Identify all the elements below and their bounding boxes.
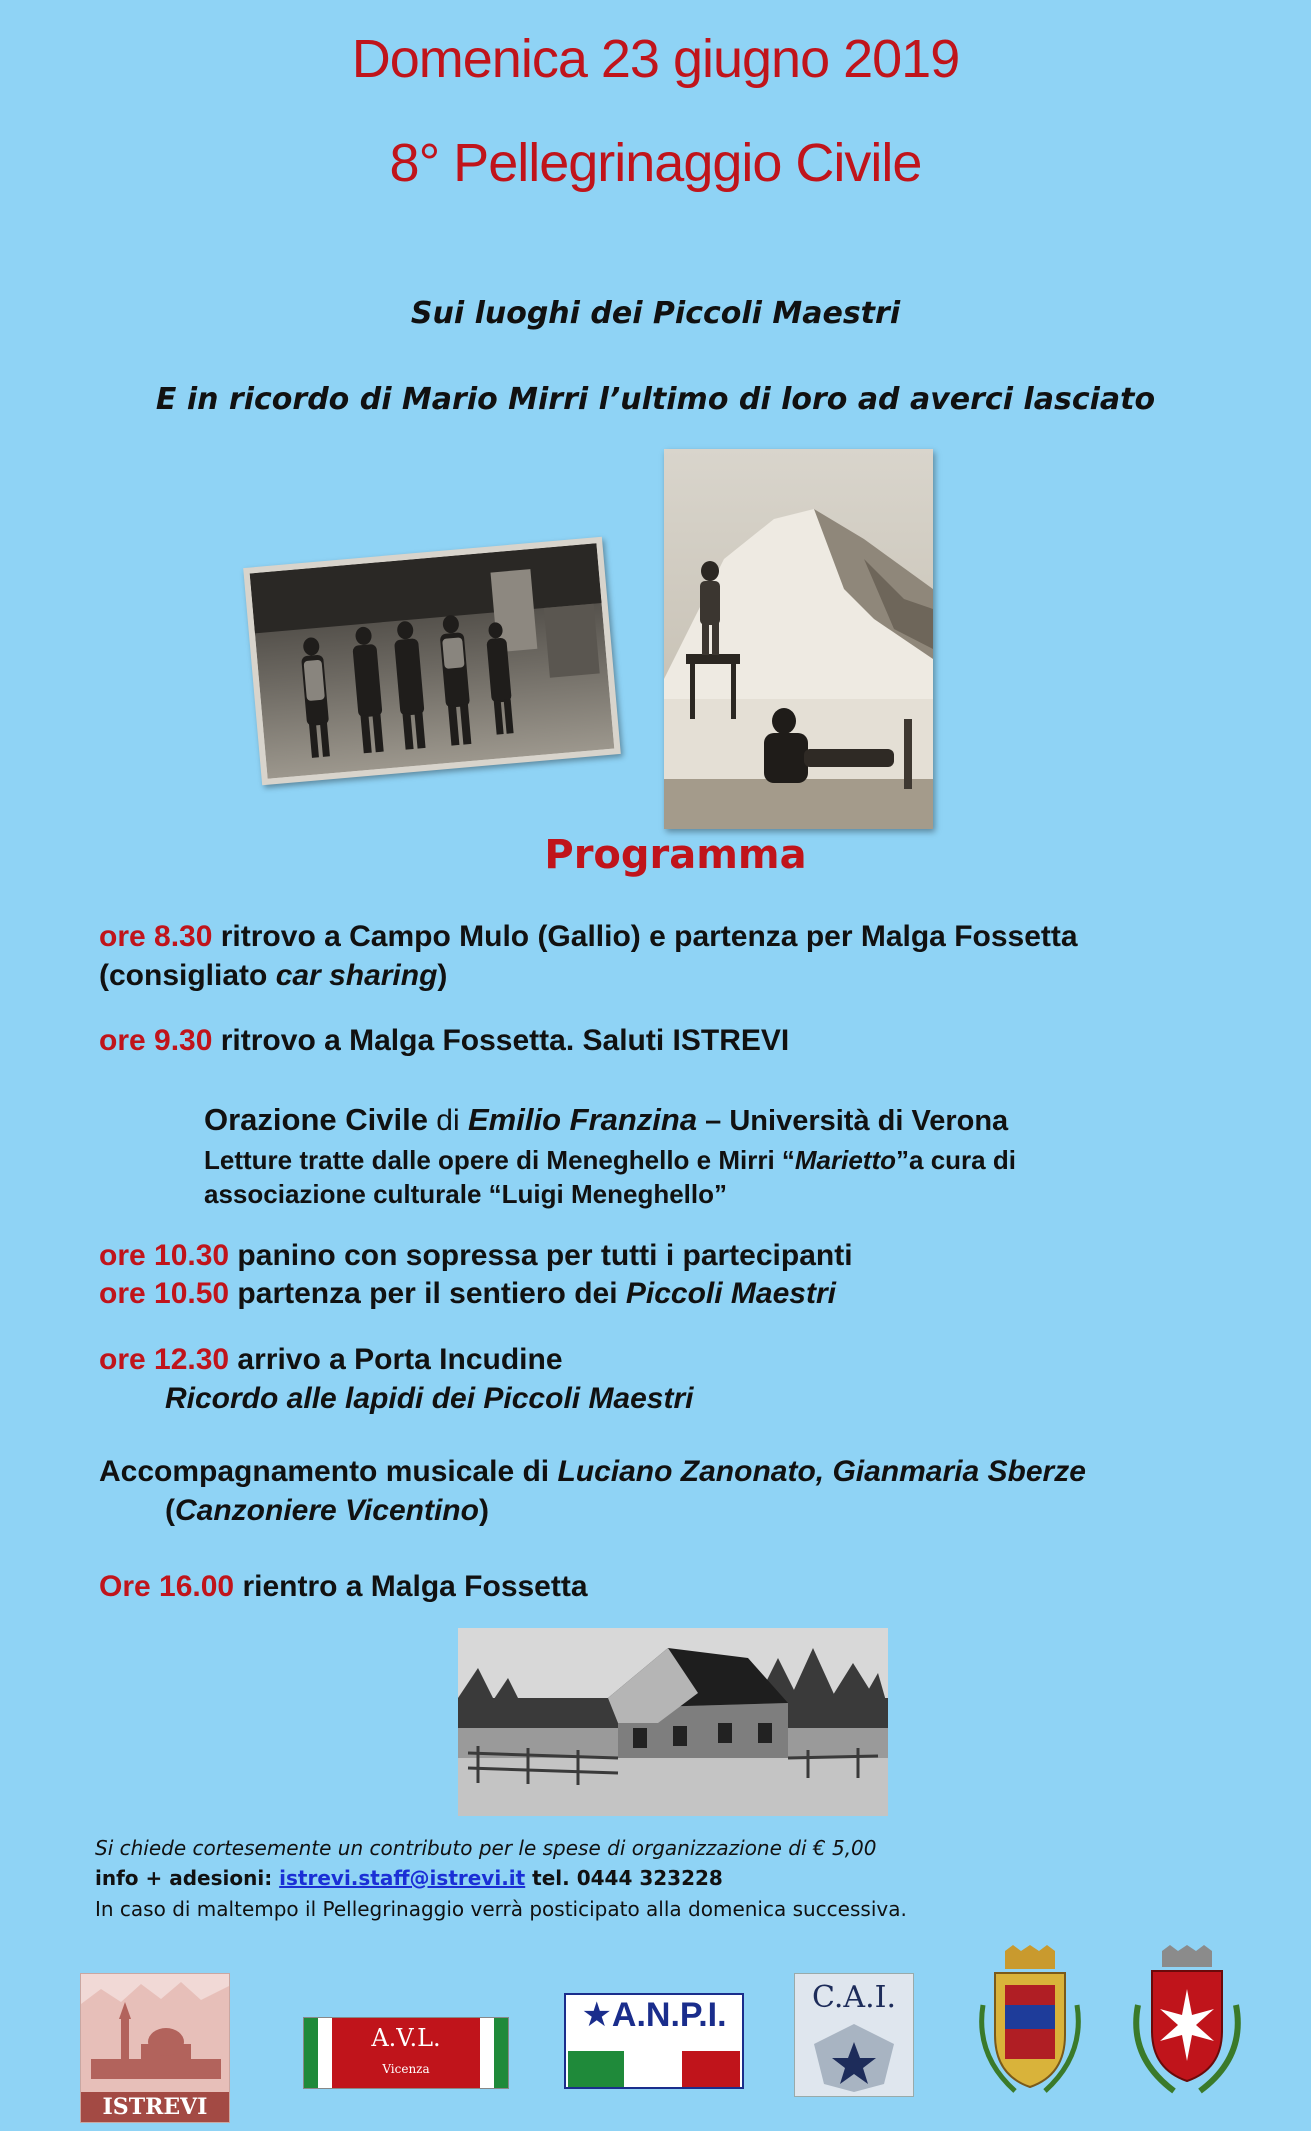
letture-italic: Marietto xyxy=(794,1145,897,1175)
schedule-text-3: panino con sopressa per tutti i partecipanti xyxy=(229,1239,853,1272)
note-prefix: (consigliato xyxy=(99,959,276,992)
schedule-time-6: Ore 16.00 xyxy=(99,1570,235,1603)
anpi-logo-text: ★A.N.P.I. xyxy=(581,1996,727,2034)
orazione-university: – Università di Verona xyxy=(697,1105,1009,1137)
cai-emblem-icon xyxy=(814,2024,894,2092)
music-label: Accompagnamento musicale di xyxy=(99,1455,558,1488)
letture-line-1 xyxy=(204,1145,1016,1176)
letture-suffix: ”a cura di xyxy=(896,1145,1016,1175)
info-line xyxy=(95,1866,723,1890)
istrevi-logo xyxy=(80,1973,230,2123)
mountain-photo xyxy=(664,449,933,829)
municipal-crest-2 xyxy=(1126,1945,1248,2095)
phone-number: tel. 0444 323228 xyxy=(525,1866,723,1890)
schedule-item-4 xyxy=(99,1277,836,1311)
lapidi-note: Ricordo alle lapidi dei Piccoli Maestri xyxy=(165,1382,694,1415)
schedule-item-2 xyxy=(99,1024,789,1058)
cai-logo-text: C.A.I. xyxy=(811,1980,896,2015)
municipal-crest-1 xyxy=(975,1945,1085,2095)
event-title: 8° Pellegrinaggio Civile xyxy=(389,133,922,193)
schedule-time-1: ore 8.30 xyxy=(99,920,213,953)
music-performers: Luciano Zanonato, Gianmaria Sberze xyxy=(557,1455,1086,1488)
music-line xyxy=(99,1455,1086,1489)
music-line-2 xyxy=(165,1494,489,1528)
weather-note: In caso di maltempo il Pellegrinaggio verrà posticipato alla domenica successiva. xyxy=(95,1897,907,1921)
schedule-italic-4: Piccoli Maestri xyxy=(625,1277,836,1310)
orazione-di: di xyxy=(427,1104,468,1137)
letture-text: Letture tratte dalle opere di Meneghello e Mirri “ xyxy=(204,1145,795,1175)
orazione-speaker: Emilio Franzina xyxy=(468,1102,698,1137)
cai-logo xyxy=(794,1973,914,2097)
contribution-note: Si chiede cortesemente un contributo per le spese di organizzazione di € 5,00 xyxy=(95,1836,877,1860)
avl-logo-subtext: Vicenza xyxy=(382,2062,430,2076)
info-label: info + adesioni: xyxy=(95,1866,280,1890)
avl-logo-text: A.V.L. xyxy=(371,2024,441,2052)
orazione-line xyxy=(204,1102,1008,1138)
letture-line-2: associazione culturale “Luigi Meneghello” xyxy=(204,1179,727,1209)
group-walking-photo xyxy=(243,537,621,786)
event-date: Domenica 23 giugno 2019 xyxy=(351,29,960,89)
schedule-item-1-note xyxy=(99,959,447,993)
schedule-item-5 xyxy=(99,1343,563,1377)
schedule-text-4: partenza per il sentiero dei xyxy=(229,1277,626,1310)
programma-heading: Programma xyxy=(544,832,807,878)
note-suffix: ) xyxy=(437,959,448,992)
malga-photo xyxy=(458,1628,888,1816)
schedule-item-6 xyxy=(99,1570,588,1604)
music-group: Canzoniere Vicentino xyxy=(175,1494,479,1527)
avl-logo xyxy=(303,2017,509,2089)
subtitle-line-1: Sui luoghi dei Piccoli Maestri xyxy=(410,296,901,331)
email-link[interactable]: istrevi.staff@istrevi.it xyxy=(279,1866,526,1890)
schedule-text-1: ritrovo a Campo Mulo (Gallio) e partenza per Malga Fossetta xyxy=(212,920,1078,953)
schedule-item-3 xyxy=(99,1239,853,1273)
schedule-time-2: ore 9.30 xyxy=(99,1024,213,1057)
schedule-time-4: ore 10.50 xyxy=(99,1277,230,1310)
note-italic: car sharing xyxy=(275,959,438,992)
istrevi-logo-text: ISTREVI xyxy=(81,2092,229,2122)
schedule-text-2: ritrovo a Malga Fossetta. Saluti ISTREVI xyxy=(212,1024,790,1057)
schedule-text-5: arrivo a Porta Incudine xyxy=(229,1343,563,1376)
orazione-label: Orazione Civile xyxy=(204,1102,428,1137)
anpi-logo xyxy=(564,1973,744,2091)
schedule-time-5: ore 12.30 xyxy=(99,1343,230,1376)
schedule-item-1 xyxy=(99,920,1078,954)
subtitle-line-2: E in ricordo di Mario Mirri l’ultimo di loro ad averci lasciato xyxy=(155,382,1156,417)
paren-close: ) xyxy=(478,1494,489,1527)
schedule-item-5-note xyxy=(165,1382,694,1416)
schedule-text-6: rientro a Malga Fossetta xyxy=(234,1570,588,1603)
paren-open: ( xyxy=(165,1494,175,1527)
schedule-time-3: ore 10.30 xyxy=(99,1239,230,1272)
